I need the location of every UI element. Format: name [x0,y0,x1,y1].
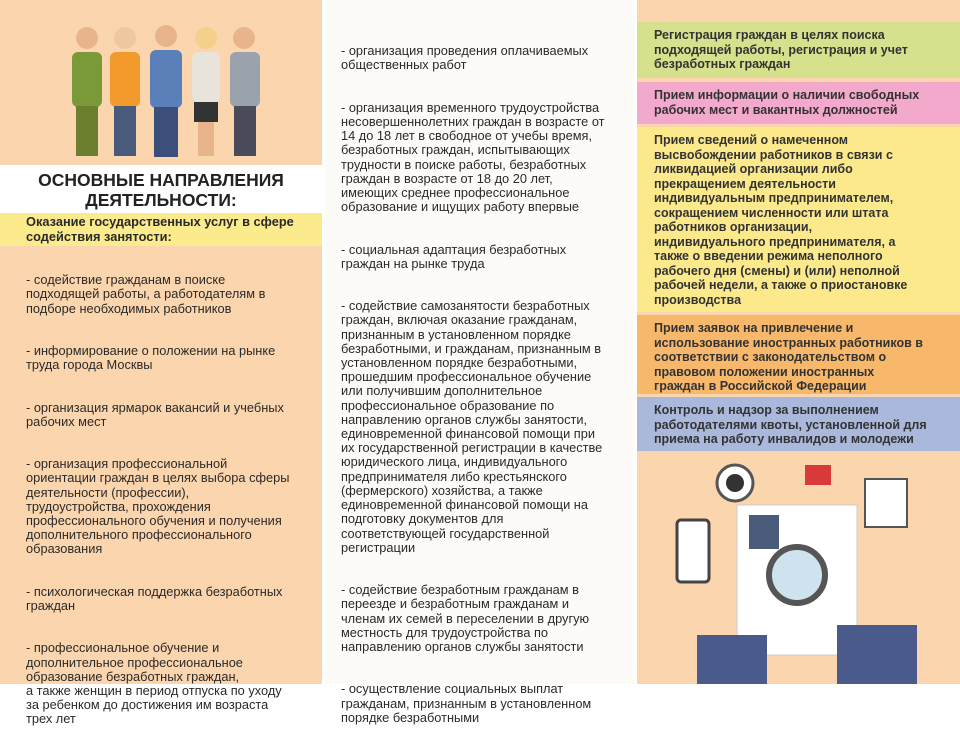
info-box-foreign-workers: Прием заявок на привлечение и использование иностранных работников в соответствии с законодательством о правовом положении иностранных граждан в Российской Федерации [637,315,960,394]
info-box-quota-control: Контроль и надзор за выполнением работодателями квоты, установленной для приема на работу инвалидов и молодежи [637,397,960,451]
list-item: - содействие безработным гражданам в переезде и безработным гражданам и членам их семей в переселении в другую местность для трудоустройства по направлению органов службы занятости [341,582,590,654]
middle-panel [325,0,635,725]
info-box-layoffs: Прием сведений о намеченном высвобождении работников в связи с ликвидацией организации либо прекращением деятельности индивидуальным предпринимателем, сокращением численности или штата работников организации, индивидуального предпринимателя, а также о введении режима неполного рабочего дня (смены) и (или) неполной рабочей недели, а также о приостановке производства [637,127,960,312]
envelope-icon [805,465,831,485]
section-heading: ОСНОВНЫЕ НАПРАВЛЕНИЯ ДЕЯТЕЛЬНОСТИ: [0,165,322,213]
tablet-icon [865,479,907,527]
list-item: - содействие гражданам в поиске подходящей работы, а работодателям в подборе необходимых работников [26,272,266,316]
magnifier-icon [769,547,825,603]
person-icon [72,27,102,156]
hand-sleeve [697,635,767,684]
list-item: - осуществление социальных выплат гражданам, признанным в установленном порядке безработными [341,681,592,725]
person-icon [110,27,140,156]
list-item: - профессиональное обучение и дополнительное профессиональное образование безработных граждан, а также женщин в период отпуска по уходу за ребенком до достижения им возраста трех лет [26,640,282,727]
list-item: - информирование о положении на рынке труда города Москвы [26,343,276,373]
list-item: - организация временного трудоустройства несовершеннолетних граждан в возрасте от 14 до 18 лет в свободное от учебы время, безработных граждан, испытывающих трудности в поиске работы, безработных граждан в возрасте от 18 до 20 лет, имеющих среднее профессиональное образование и ищущих работу впервые [341,99,605,215]
services-list [26,259,289,755]
list-item: - организация проведения оплачиваемых общественных работ [341,43,589,73]
list-item: - содействие самозанятости безработных граждан, включая оказание гражданам, признанным в установленном порядке безработными, и гражданам, признанным в установленном порядке безработными, прошедшим профессиональное обучение или получившим дополнительное профессиональное образование по направлению органов службы занятости, единовременной финансовой помощи при их государственной регистрации в качестве юридического лица, индивидуального предпринимателя либо крестьянского (фермерского) хозяйства, а также единовременной финансовой помощи на подготовку документов для соответствующей государственной регистрации [341,298,603,555]
info-box-registration: Регистрация граждан в целях поиска подходящей работы, регистрация и учет безработных граждан [637,22,960,78]
info-box-vacancies: Прием информации о наличии свободных рабочих мест и вакантных должностей [637,82,960,124]
list-item: - организация ярмарок вакансий и учебных рабочих мест [26,399,284,429]
left-panel [0,0,322,727]
list-item: - психологическая поддержка безработных граждан [26,583,283,614]
person-icon [192,27,220,156]
phone-icon [677,520,709,582]
services-subheading: Оказание государственных услуг в сфере содействия занятости: [0,213,322,246]
right-panel [637,0,960,684]
services-list-continued [341,30,605,753]
people-illustration [60,18,270,160]
list-item: - организация профессиональной ориентации граждан в целях выбора сферы деятельности (профессии), трудоустройства, прохождения профессионального обучения и получения дополнительного профессионального образования [26,456,290,557]
list-item: - социальная адаптация безработных граждан на рынке труда [341,241,567,271]
person-icon [230,27,260,156]
resume-search-illustration [637,455,960,684]
person-icon [150,25,182,157]
